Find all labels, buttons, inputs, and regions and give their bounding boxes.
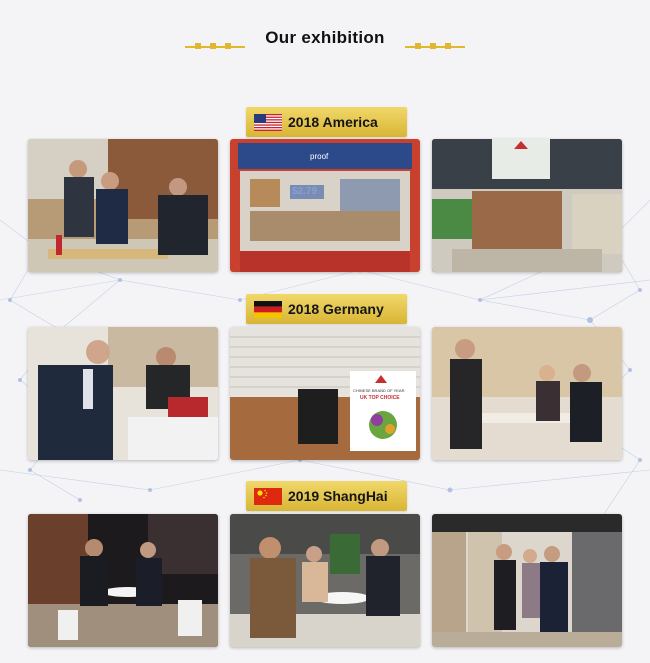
photo-america-1 <box>28 139 218 272</box>
section-label-germany: 2018 Germany <box>288 301 384 317</box>
photo-shanghai-2 <box>230 514 420 647</box>
photo-shanghai-3 <box>432 514 622 647</box>
photo-germany-2 <box>230 327 420 460</box>
section-banner-america <box>246 107 407 137</box>
page-title: Our exhibition <box>265 28 385 47</box>
germany-flag-icon <box>254 301 282 318</box>
photo-shanghai-1 <box>28 514 218 647</box>
photo-america-2 <box>230 139 420 272</box>
brand-line-2: UK TOP CHOICE <box>360 395 400 401</box>
photo-germany-3 <box>432 327 622 460</box>
china-flag-icon <box>254 488 282 505</box>
proof-sign: proof <box>310 152 329 161</box>
photo-america-3 <box>432 139 622 272</box>
us-flag-icon <box>254 114 282 131</box>
brand-line-1: CHINESE BRAND OF YEAR <box>353 388 405 393</box>
section-label-america: 2018 America <box>288 114 378 130</box>
section-banner-shanghai <box>246 481 407 511</box>
photo-germany-1 <box>28 327 218 460</box>
title-bar <box>0 26 650 56</box>
section-banner-germany <box>246 294 407 324</box>
section-label-shanghai: 2019 ShangHai <box>288 488 388 504</box>
